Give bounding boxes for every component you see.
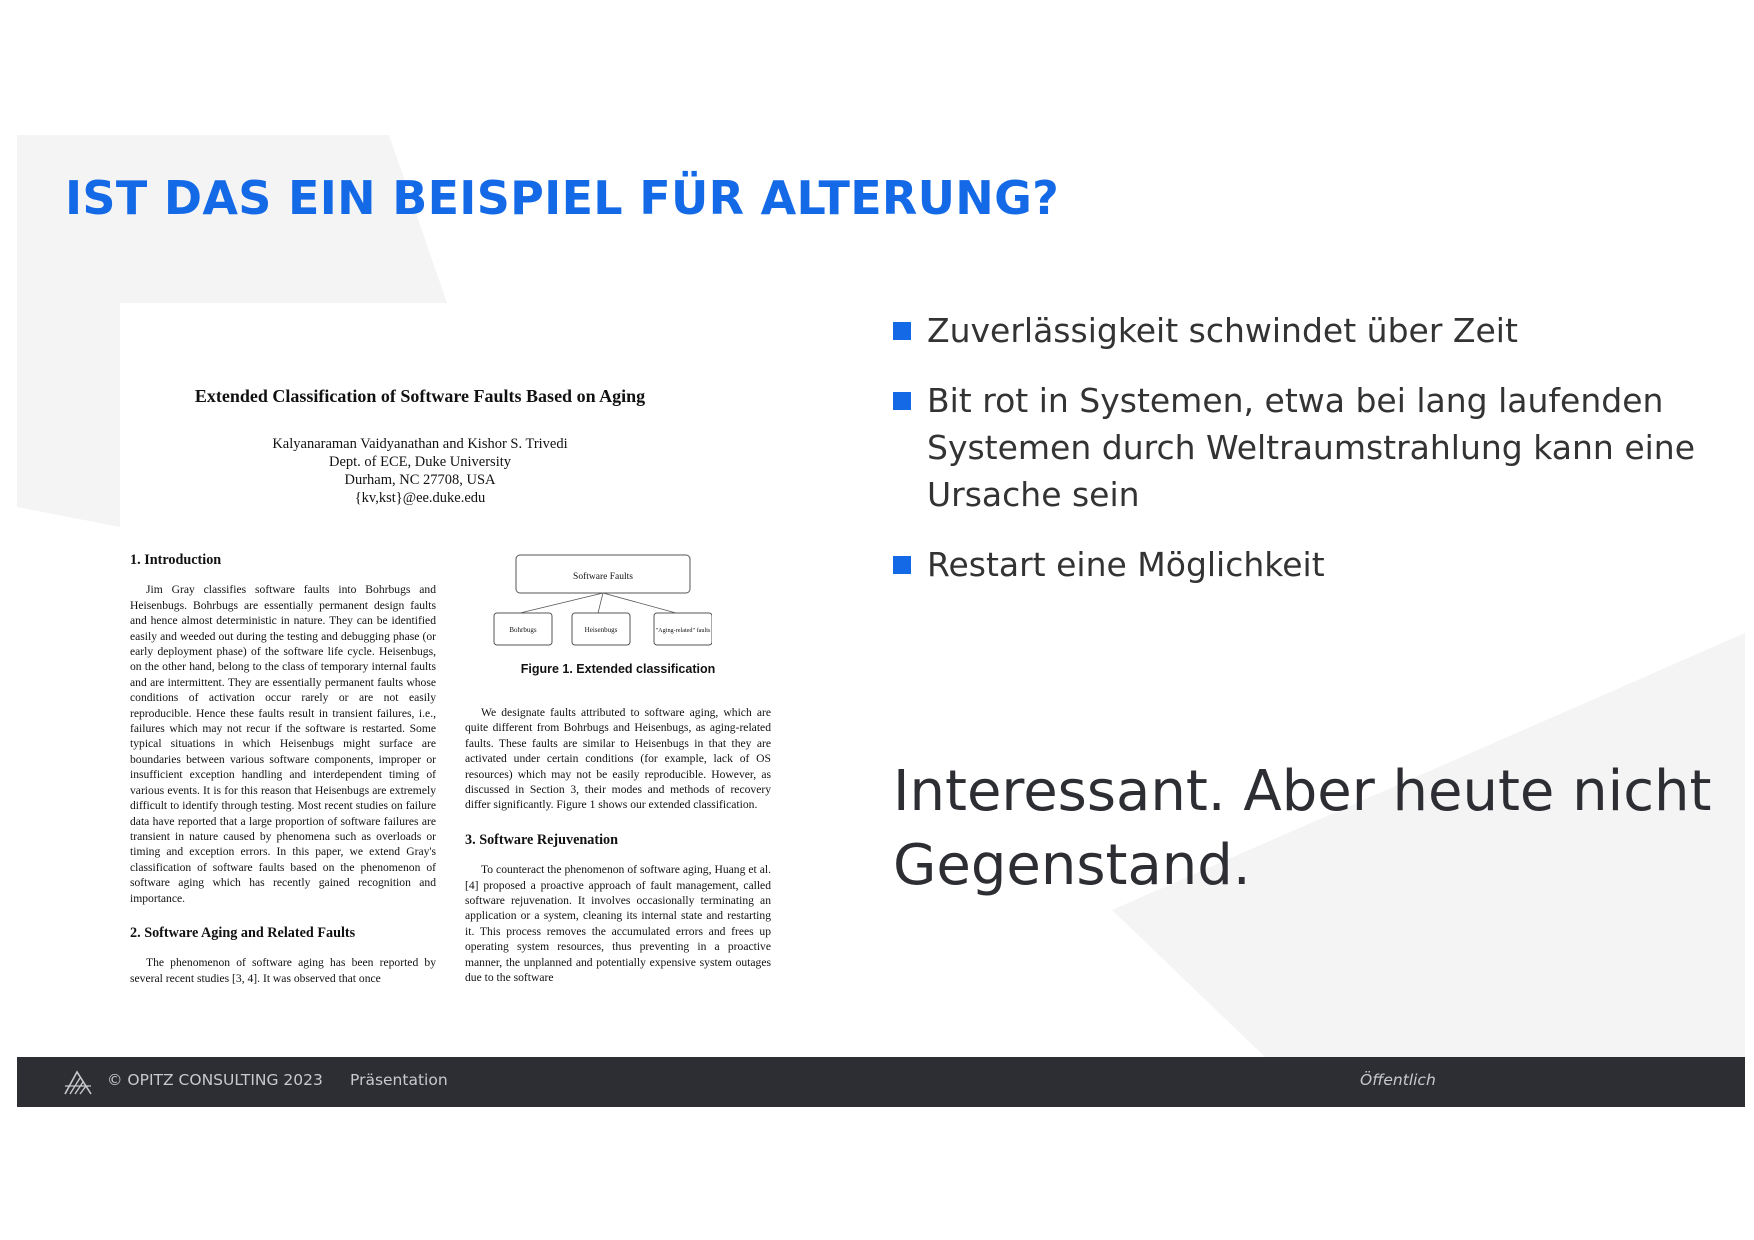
bullet-list — [893, 307, 1723, 611]
opitz-logo-icon — [63, 1068, 93, 1096]
author-line: {kv,kst}@ee.duke.edu — [354, 490, 486, 506]
section-heading: 2. Software Aging and Related Faults — [130, 924, 356, 941]
section-paragraph: We designate faults attributed to software aging, which are quite different from Bohrbugs and Heisenbugs, as aging-related faults. These faults are similar to Heisenbugs in that they are activated under certain conditions (for example, lack of OS resources) which may not be easily reproducible. However, as discussed in Section 3, their modes and methods of recovery differ significantly. Figure 1 shows our extended classification. — [465, 706, 771, 812]
slide — [17, 135, 1745, 1107]
paper-left-column — [130, 553, 436, 986]
figure-child-label: "Aging-related" faults — [655, 627, 711, 634]
paper-right-column — [465, 705, 771, 986]
figure-root-label: Software Faults — [573, 572, 633, 582]
bullet-text: Zuverlässigkeit schwindet über Zeit — [927, 311, 1518, 350]
square-bullet-icon — [893, 322, 911, 340]
figure-connector — [598, 593, 603, 613]
section-heading: 1. Introduction — [130, 552, 222, 568]
footer-classification: Öffentlich — [1360, 1071, 1436, 1089]
paper-title: Extended Classification of Software Faults Based on Aging — [194, 386, 646, 406]
section-paragraph: To counteract the phenomenon of software aging, Huang et al. [4] proposed a proactive approach of fault management, called software rejuvenation. It involves occasionally terminating an application or a system, cleaning its internal state and restarting it. This process removes the accumulated errors and frees up operating system resources, thus preventing in a proactive manner, the unplanned and potentially expensive system outages due to the software — [465, 863, 771, 985]
slide-title: IST DAS EIN BEISPIEL FÜR ALTERUNG? — [65, 171, 1060, 225]
figure-child-label: Bohrbugs — [509, 626, 537, 634]
paper-excerpt-image — [120, 309, 792, 1009]
bullet-text: Bit rot in Systemen, etwa bei lang laufenden Systemen durch Weltraumstrahlung kann eine Ursache sein — [927, 381, 1696, 514]
section-paragraph: The phenomenon of software aging has been reported by several recent studies [3, 4]. It was observed that once — [130, 956, 436, 985]
bullet-item — [893, 541, 1723, 588]
bullet-item — [893, 377, 1723, 518]
figure-connector — [603, 593, 676, 613]
author-line: Durham, NC 27708, USA — [344, 472, 496, 488]
author-line: Dept. of ECE, Duke University — [328, 454, 512, 470]
section-heading: 3. Software Rejuvenation — [465, 831, 619, 848]
figure-child-label: Heisenbugs — [584, 626, 618, 634]
classification-figure — [492, 553, 712, 655]
footer-bar — [17, 1057, 1745, 1107]
footer-doc-type: Präsentation — [350, 1071, 448, 1089]
square-bullet-icon — [893, 556, 911, 574]
figure-caption: Figure 1. Extended classification — [520, 662, 716, 676]
footer-copyright: © OPITZ CONSULTING 2023 — [107, 1071, 323, 1089]
square-bullet-icon — [893, 392, 911, 410]
author-line: Kalyanaraman Vaidyanathan and Kishor S. Trivedi — [272, 436, 568, 452]
paper-authors — [120, 435, 720, 507]
figure-connector — [520, 593, 603, 613]
bullet-text: Restart eine Möglichkeit — [927, 545, 1325, 584]
bullet-item — [893, 307, 1723, 354]
section-paragraph: Jim Gray classifies software faults into Bohrbugs and Heisenbugs. Bohrbugs are essentially permanent design faults and hence almost deterministic in nature. They can be identified easily and weeded out during the testing and debugging phase (or early deployment phase) of the software life cycle. Heisenbugs, on the other hand, belong to the class of temporary internal faults and are intermittent. They are essentially permanent faults whose conditions of activation occur rarely or are not easily reproducible. Hence these faults result in transient failures, i.e., failures which may not recur if the software is restarted. Some typical situations in which Heisenbugs might surface are boundaries between various software components, improper or insufficient exception handling and interdependent timing of various events. It is for this reason that Heisenbugs are extremely difficult to identify through testing. Most recent studies on failure data have reported that a large proportion of software failures are transient in nature caused by phenomena such as overloads or timing and exception errors. In this paper, we extend Gray's classification of software faults based on the phenomenon of software aging which has recently gained recognition and importance. — [130, 583, 436, 905]
statement-text: Interessant. Aber heute nicht Gegenstand. — [893, 759, 1712, 898]
